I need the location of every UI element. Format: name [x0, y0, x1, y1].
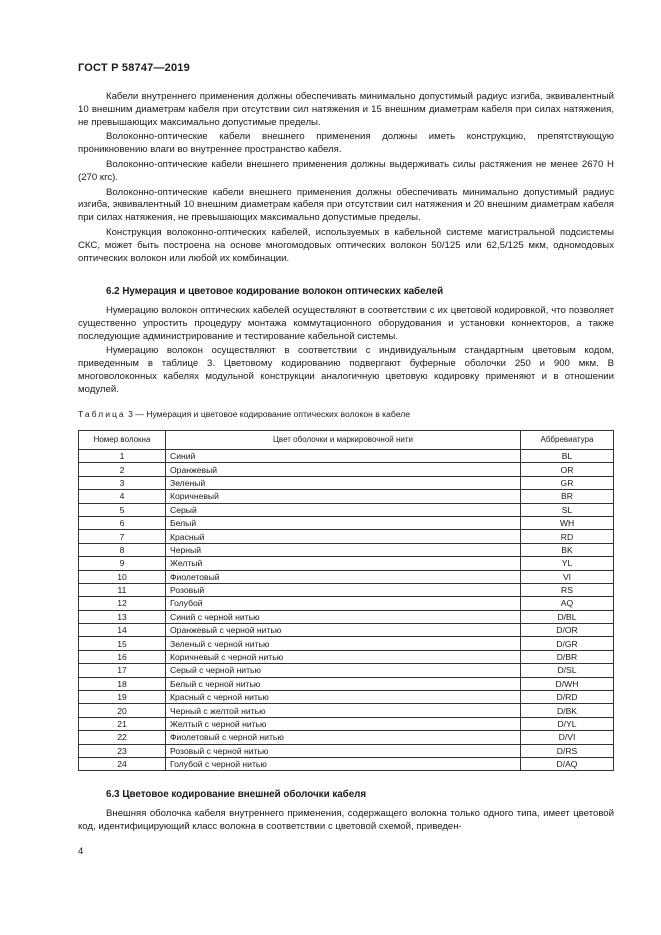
fiber-abbreviation-cell: RS [521, 583, 614, 596]
table-row [79, 691, 614, 704]
fiber-number-cell: 11 [79, 583, 166, 596]
fiber-abbreviation-cell: D/YL [521, 717, 614, 730]
header-fiber-number: Номер волокна [79, 431, 166, 450]
table-row [79, 597, 614, 610]
fiber-abbreviation-cell: D/RD [521, 691, 614, 704]
fiber-number-cell: 20 [79, 704, 166, 717]
fiber-color-cell: Голубой с черной нитью [166, 757, 521, 770]
table-row [79, 463, 614, 476]
section-6-2-text [78, 305, 614, 397]
fiber-color-cell: Красный [166, 530, 521, 543]
table-row [79, 624, 614, 637]
section-6-3-text [78, 808, 614, 834]
fiber-abbreviation-cell: OR [521, 463, 614, 476]
fiber-color-cell: Фиолетовый с черной нитью [166, 731, 521, 744]
table-row [79, 677, 614, 690]
table-row [79, 757, 614, 770]
fiber-abbreviation-cell: D/SL [521, 664, 614, 677]
table-caption [78, 409, 410, 419]
table-header-row [79, 431, 614, 450]
fiber-color-cell: Розовый с черной нитью [166, 744, 521, 757]
intro-paragraph-1: Кабели внутреннего применения должны обеспечивать минимально допустимый радиус изгиба, эквивалентный 10 внешним диаметрам кабеля при отсутствии сил натяжения и 15 внешним диаметрам кабеля при силах натяжения, не превышающих максимально допустимые пределы. [78, 91, 614, 128]
section-6-2-paragraph-1: Нумерацию волокон оптических кабелей осуществляют в соответствии с их цветовой кодировкой, что позволяет существенно упростить процедуру монтажа коммутационного оборудования и установки коннекторов, а также последующие администрирование и тестирование кабельной системы. [78, 305, 614, 342]
fiber-number-cell: 8 [79, 543, 166, 556]
fiber-number-cell: 9 [79, 557, 166, 570]
fiber-abbreviation-cell: SL [521, 503, 614, 516]
fiber-color-cell: Черный [166, 543, 521, 556]
intro-paragraph-5: Конструкция волоконно-оптических кабелей, используемых в кабельной системе магистральной подсистемы СКС, может быть построена на основе многомодовых оптических волокон 50/125 или 62,5/125 мкм, одномодовых оптических волокон или любой их комбинации. [78, 226, 614, 264]
table-row [79, 570, 614, 583]
fiber-abbreviation-cell: WH [521, 516, 614, 529]
fiber-color-cell: Коричневый [166, 490, 521, 503]
fiber-color-cell: Серый с черной нитью [166, 664, 521, 677]
fiber-number-cell: 4 [79, 490, 166, 503]
fiber-abbreviation-cell: GR [521, 476, 614, 489]
fiber-abbreviation-cell: D/OR [521, 624, 614, 637]
fiber-number-cell: 16 [79, 650, 166, 663]
table-row [79, 704, 614, 717]
fiber-color-cell: Синий [166, 450, 521, 463]
fiber-color-cell: Синий с черной нитью [166, 610, 521, 623]
fiber-color-cell: Белый [166, 516, 521, 529]
fiber-number-cell: 3 [79, 476, 166, 489]
section-6-2-paragraph-2: Нумерацию волокон осуществляют в соответствии с индивидуальным стандартным цветовым кодом, приведенным в таблице 3. Цветовому кодированию подвергают буферные оболочки 250 и 900 мкм. В многоволоконных кабелях модульной конструкции аналогичную цветовую кодировку применяют и в отношении модулей. [78, 345, 614, 395]
fiber-color-cell: Розовый [166, 583, 521, 596]
fiber-abbreviation-cell: BR [521, 490, 614, 503]
fiber-color-cell: Фиолетовый [166, 570, 521, 583]
fiber-color-cell: Коричневый с черной нитью [166, 650, 521, 663]
section-6-3-paragraph: Внешняя оболочка кабеля внутреннего применения, содержащего волокна только одного типа, имеет цветовой код, идентифицирующий класс волокна в соответствии с цветовой схемой, приведен- [78, 808, 614, 832]
fiber-color-cell: Белый с черной нитью [166, 677, 521, 690]
fiber-color-cell: Оранжевый [166, 463, 521, 476]
fiber-abbreviation-cell: BL [521, 450, 614, 463]
table-row [79, 543, 614, 556]
table-row [79, 744, 614, 757]
fiber-number-cell: 13 [79, 610, 166, 623]
fiber-number-cell: 6 [79, 516, 166, 529]
fiber-abbreviation-cell: D/WH [521, 677, 614, 690]
section-6-2-heading: 6.2 Нумерация и цветовое кодирование волокон оптических кабелей [106, 286, 444, 297]
fiber-abbreviation-cell: AQ [521, 597, 614, 610]
fiber-color-cell: Зеленый [166, 476, 521, 489]
fiber-abbreviation-cell: VI [521, 570, 614, 583]
header-abbreviation: Аббревиатура [521, 431, 614, 450]
fiber-abbreviation-cell: BK [521, 543, 614, 556]
fiber-number-cell: 15 [79, 637, 166, 650]
table-body [79, 450, 614, 771]
fiber-abbreviation-cell: D/VI [521, 731, 614, 744]
intro-paragraph-2: Волоконно-оптические кабели внешнего применения должны иметь конструкцию, препятствующую проникновению влаги во внутреннее пространство кабеля. [78, 131, 614, 156]
fiber-number-cell: 1 [79, 450, 166, 463]
table-row [79, 610, 614, 623]
fiber-abbreviation-cell: D/BR [521, 650, 614, 663]
header-color: Цвет оболочки и маркировочной нити [166, 431, 521, 450]
fiber-abbreviation-cell: D/RS [521, 744, 614, 757]
table-row [79, 637, 614, 650]
fiber-abbreviation-cell: D/BK [521, 704, 614, 717]
table-row [79, 503, 614, 516]
fiber-number-cell: 23 [79, 744, 166, 757]
table-row [79, 583, 614, 596]
fiber-number-cell: 21 [79, 717, 166, 730]
fiber-number-cell: 12 [79, 597, 166, 610]
fiber-number-cell: 17 [79, 664, 166, 677]
fiber-number-cell: 19 [79, 691, 166, 704]
fiber-number-cell: 2 [79, 463, 166, 476]
table-row [79, 557, 614, 570]
intro-paragraph-3: Волоконно-оптические кабели внешнего применения должны выдерживать силы растяжения не менее 2670 Н (270 кгс). [78, 158, 614, 183]
fiber-number-cell: 18 [79, 677, 166, 690]
fiber-color-cell: Голубой [166, 597, 521, 610]
fiber-color-table [78, 430, 614, 771]
page-number: 4 [78, 846, 84, 857]
document-header: ГОСТ Р 58747—2019 [78, 62, 190, 74]
table-row [79, 476, 614, 489]
table-row [79, 650, 614, 663]
fiber-color-cell: Зеленый с черной нитью [166, 637, 521, 650]
fiber-color-cell: Желтый [166, 557, 521, 570]
fiber-number-cell: 22 [79, 731, 166, 744]
intro-text [78, 91, 614, 265]
table-caption-prefix: Таблица [78, 409, 126, 419]
table-row [79, 717, 614, 730]
fiber-number-cell: 7 [79, 530, 166, 543]
fiber-number-cell: 14 [79, 624, 166, 637]
fiber-number-cell: 24 [79, 757, 166, 770]
fiber-number-cell: 10 [79, 570, 166, 583]
table-row [79, 516, 614, 529]
table-row [79, 530, 614, 543]
table-row [79, 450, 614, 463]
table-row [79, 490, 614, 503]
fiber-abbreviation-cell: YL [521, 557, 614, 570]
fiber-abbreviation-cell: D/GR [521, 637, 614, 650]
fiber-number-cell: 5 [79, 503, 166, 516]
fiber-color-cell: Оранжевый с черной нитью [166, 624, 521, 637]
intro-paragraph-4: Волоконно-оптические кабели внешнего применения должны обеспечивать минимально допустимый радиус изгиба, эквивалентный 10 внешним диаметрам кабеля при отсутствии сил натяжения и 20 внешним диаметрам кабеля при силах натяжения, не превышающих максимально допустимые пределы. [78, 186, 614, 224]
fiber-color-cell: Серый [166, 503, 521, 516]
table-row [79, 664, 614, 677]
fiber-abbreviation-cell: RD [521, 530, 614, 543]
fiber-color-cell: Желтый с черной нитью [166, 717, 521, 730]
section-6-3-heading: 6.3 Цветовое кодирование внешней оболочки кабеля [106, 789, 367, 800]
table-caption-text: 3 — Нумерация и цветовое кодирование оптических волокон в кабеле [125, 409, 411, 419]
fiber-color-cell: Черный с желтой нитью [166, 704, 521, 717]
fiber-color-cell: Красный с черной нитью [166, 691, 521, 704]
fiber-abbreviation-cell: D/BL [521, 610, 614, 623]
fiber-abbreviation-cell: D/AQ [521, 757, 614, 770]
table-row [79, 731, 614, 744]
